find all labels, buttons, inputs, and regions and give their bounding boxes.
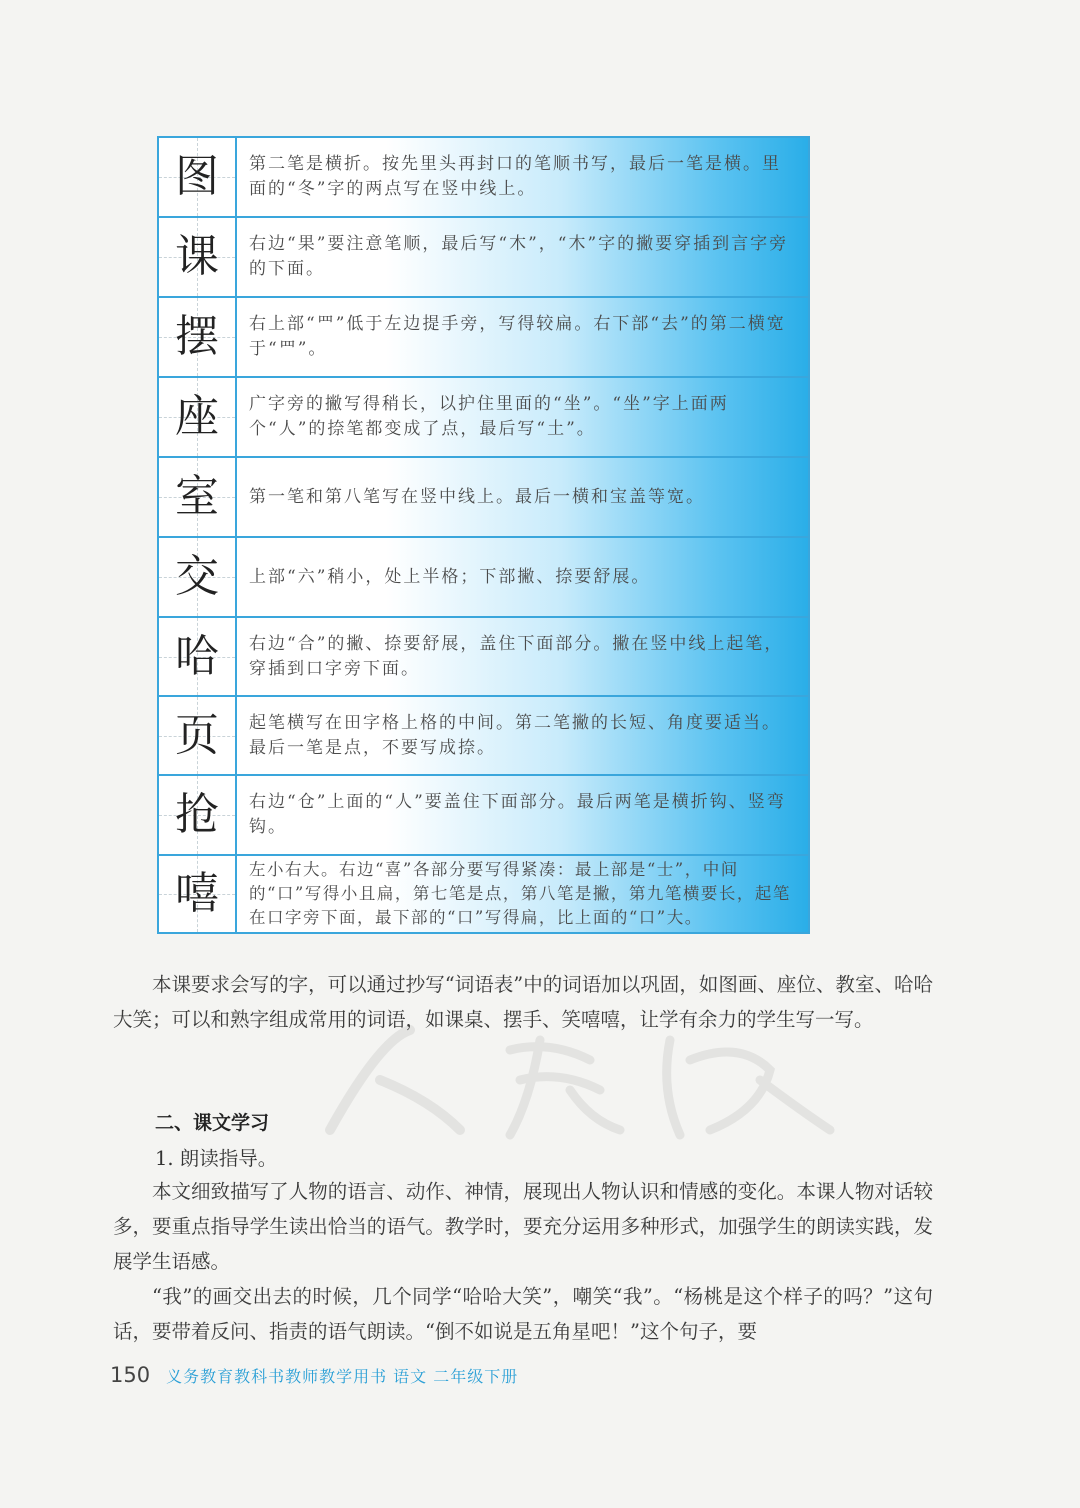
character: 哈 [175, 630, 219, 682]
tianzige-cell [159, 138, 237, 216]
character: 座 [175, 391, 219, 442]
writing-note: 右边“果”要注意笔顺，最后写“木”，“木”字的撇要穿插到言字旁的下面。 [249, 234, 789, 279]
table-row [159, 618, 808, 697]
character: 图 [175, 151, 219, 202]
writing-note: 左小右大。右边“喜”各部分要写得紧凑：最上部是“士”，中间的“口”写得小且扁，第七笔是点，第八笔是撇，第九笔横要长，起笔在口字旁下面，最下部的“口”写得扁，比上面的“口”大。 [249, 860, 791, 927]
tianzige-cell [159, 697, 237, 774]
paragraph: 本文细致描写了人物的语言、动作、神情，展现出人物认识和情感的变化。本课人物对话较多，要重点指导学生读出恰当的语气。教学时，要充分运用多种形式，加强学生的朗读实践，发展学生语感。 [113, 1180, 933, 1273]
paragraph: 本课要求会写的字，可以通过抄写“词语表”中的词语加以巩固，如图画、座位、教室、哈哈大笑；可以和熟字组成常用的词语，如课桌、摆手、笑嘻嘻，让学有余力的学生写一写。 [113, 973, 933, 1031]
writing-note: 上部“六”稍小，处上半格；下部撇、捺要舒展。 [249, 566, 651, 587]
character: 摆 [175, 311, 219, 362]
writing-note: 第二笔是横折。按先里头再封口的笔顺书写，最后一笔是横。里面的“冬”字的两点写在竖中线上。 [249, 154, 781, 199]
table-row [159, 298, 808, 378]
tianzige-cell [159, 776, 237, 854]
writing-note: 右边“合”的撇、捺要舒展，盖住下面部分。撇在竖中线上起笔，穿插到口字旁下面。 [249, 633, 784, 679]
paragraph: “我”的画交出去的时候，几个同学“哈哈大笑”，嘲笑“我”。“杨桃是这个样子的吗？”这句话，要带着反问、指责的语气朗读。“倒不如说是五角星吧！”这个句子，要 [113, 1285, 933, 1343]
writing-note: 起笔横写在田字格上格的中间。第二笔撇的长短、角度要适当。最后一笔是点，不要写成捺。 [249, 712, 781, 758]
table-row [159, 378, 808, 458]
tianzige-cell [159, 538, 237, 616]
book-title: 义务教育教科书教师教学用书 语文 二年级下册 [166, 1367, 519, 1386]
tianzige-cell [159, 458, 237, 536]
character-writing-table [157, 136, 810, 934]
character: 交 [175, 551, 219, 602]
table-row [159, 776, 808, 856]
table-row [159, 697, 808, 776]
character: 室 [175, 471, 219, 522]
section-heading: 二、课文学习 [155, 1112, 270, 1134]
table-row [159, 856, 808, 932]
table-row [159, 138, 808, 218]
tianzige-cell [159, 218, 237, 296]
publisher-watermark [290, 1020, 850, 1140]
tianzige-cell [159, 856, 237, 932]
table-row [159, 458, 808, 538]
sub-heading: 1. 朗读指导。 [155, 1147, 278, 1170]
page-footer [110, 1363, 518, 1387]
tianzige-cell [159, 298, 237, 376]
table-row [159, 218, 808, 298]
tianzige-cell [159, 618, 237, 695]
character: 抢 [175, 789, 219, 840]
character: 页 [175, 709, 219, 761]
writing-note: 右上部“罒”低于左边提手旁，写得较扁。右下部“去”的第二横宽于“罒”。 [249, 314, 786, 359]
writing-note: 广字旁的撇写得稍长，以护住里面的“坐”。“坐”字上面两个“人”的捺笔都变成了点，最后写“土”。 [249, 394, 729, 439]
character: 嘻 [175, 868, 219, 919]
page-number: 150 [110, 1363, 151, 1387]
tianzige-cell [159, 378, 237, 456]
table-row [159, 538, 808, 618]
writing-note: 第一笔和第八笔写在竖中线上。最后一横和宝盖等宽。 [249, 486, 705, 507]
writing-note: 右边“仓”上面的“人”要盖住下面部分。最后两笔是横折钩、竖弯钩。 [249, 792, 786, 837]
character: 课 [175, 231, 219, 282]
